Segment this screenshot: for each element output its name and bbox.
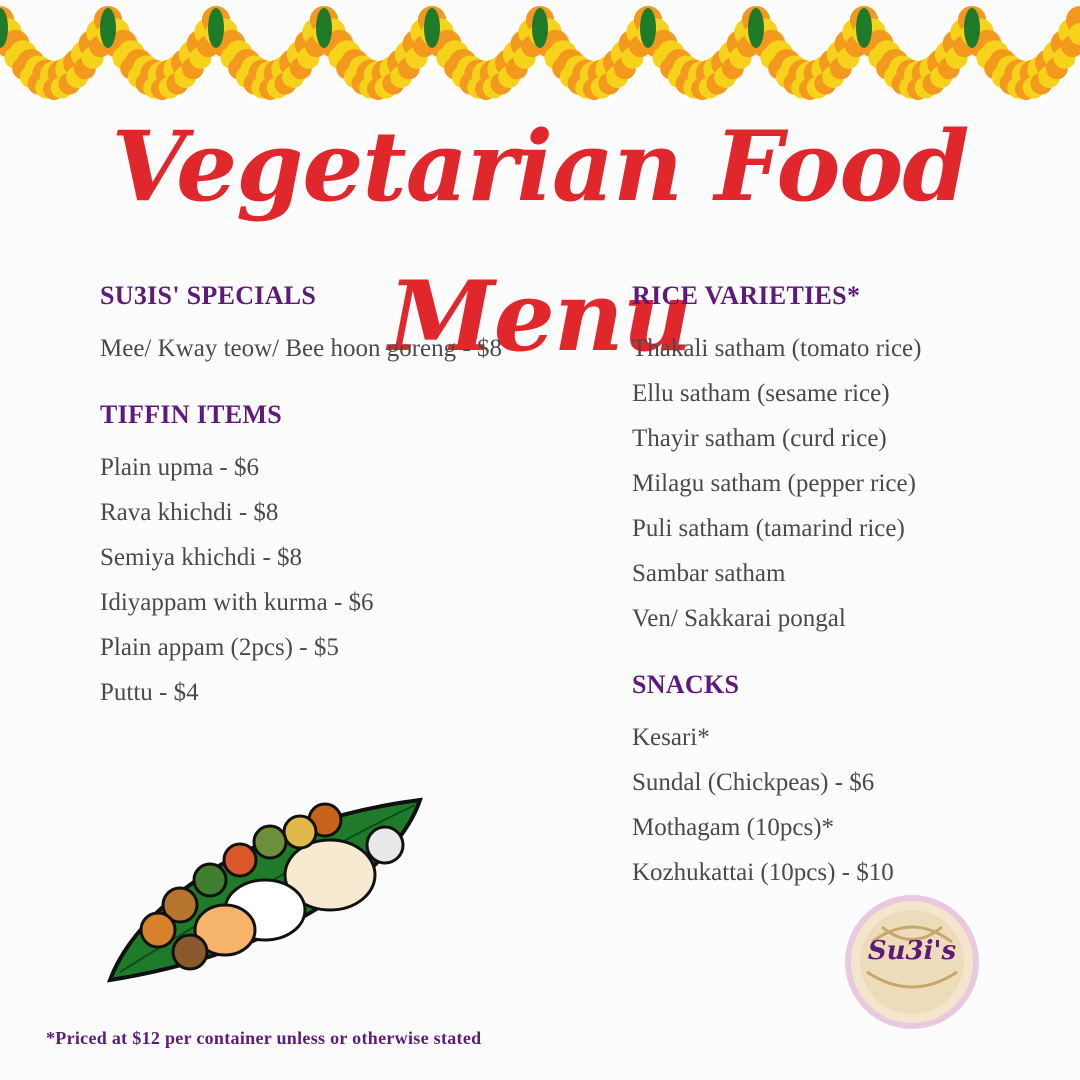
mango-leaf [748,8,764,48]
menu-item: Thayir satham (curd rice) [632,425,887,452]
price-footnote: *Priced at $12 per container unless or otherwise stated [46,1028,482,1048]
menu-item: Milagu satham (pepper rice) [632,470,916,497]
page-title: Vegetarian Food Menu [111,110,969,373]
menu-item: Kozhukattai (10pcs) - $10 [632,859,894,886]
mango-leaf [532,8,548,48]
menu-item: Sundal (Chickpeas) - $6 [632,769,875,796]
menu-section-rice [632,276,1062,641]
mango-leaf [856,8,872,48]
mango-leaf [964,8,980,48]
menu-item: Mothagam (10pcs)* [632,814,835,841]
mango-leaf [316,8,332,48]
mango-leaf [424,8,440,48]
section-heading: RICE VARIETIES* [632,281,861,310]
right-column [632,276,1062,919]
banana-leaf-meal-icon [100,780,440,990]
menu-section-tiffin [100,395,620,715]
menu-item-list [632,326,1062,641]
mango-leaf [640,8,656,48]
menu-item-list [100,326,620,371]
section-heading: TIFFIN ITEMS [100,400,283,429]
menu-item: Ven/ Sakkarai pongal [632,605,846,632]
mango-leaf [100,8,116,48]
menu-section-specials [100,276,620,371]
menu-item: Thakali satham (tomato rice) [632,335,922,362]
menu-item: Semiya khichdi - $8 [100,544,303,571]
section-heading: SNACKS [632,670,740,699]
menu-item: Rava khichdi - $8 [100,499,279,526]
menu-item: Idiyappam with kurma - $6 [100,589,374,616]
menu-item: Sambar satham [632,560,786,587]
mango-leaf [208,8,224,48]
menu-item-list [632,715,1062,895]
left-column [100,276,620,739]
menu-item: Puttu - $4 [100,679,199,706]
menu-item: Kesari* [632,724,710,751]
menu-item: Plain appam (2pcs) - $5 [100,634,339,661]
section-heading: SU3IS' SPECIALS [100,281,317,310]
menu-item: Ellu satham (sesame rice) [632,380,890,407]
menu-item: Mee/ Kway teow/ Bee hoon goreng - $8 [100,335,502,362]
menu-section-snacks [632,665,1062,895]
menu-item: Plain upma - $6 [100,454,260,481]
menu-item: Puli satham (tamarind rice) [632,515,905,542]
menu-item-list [100,445,620,715]
logo-text: Su3i's [867,936,957,966]
